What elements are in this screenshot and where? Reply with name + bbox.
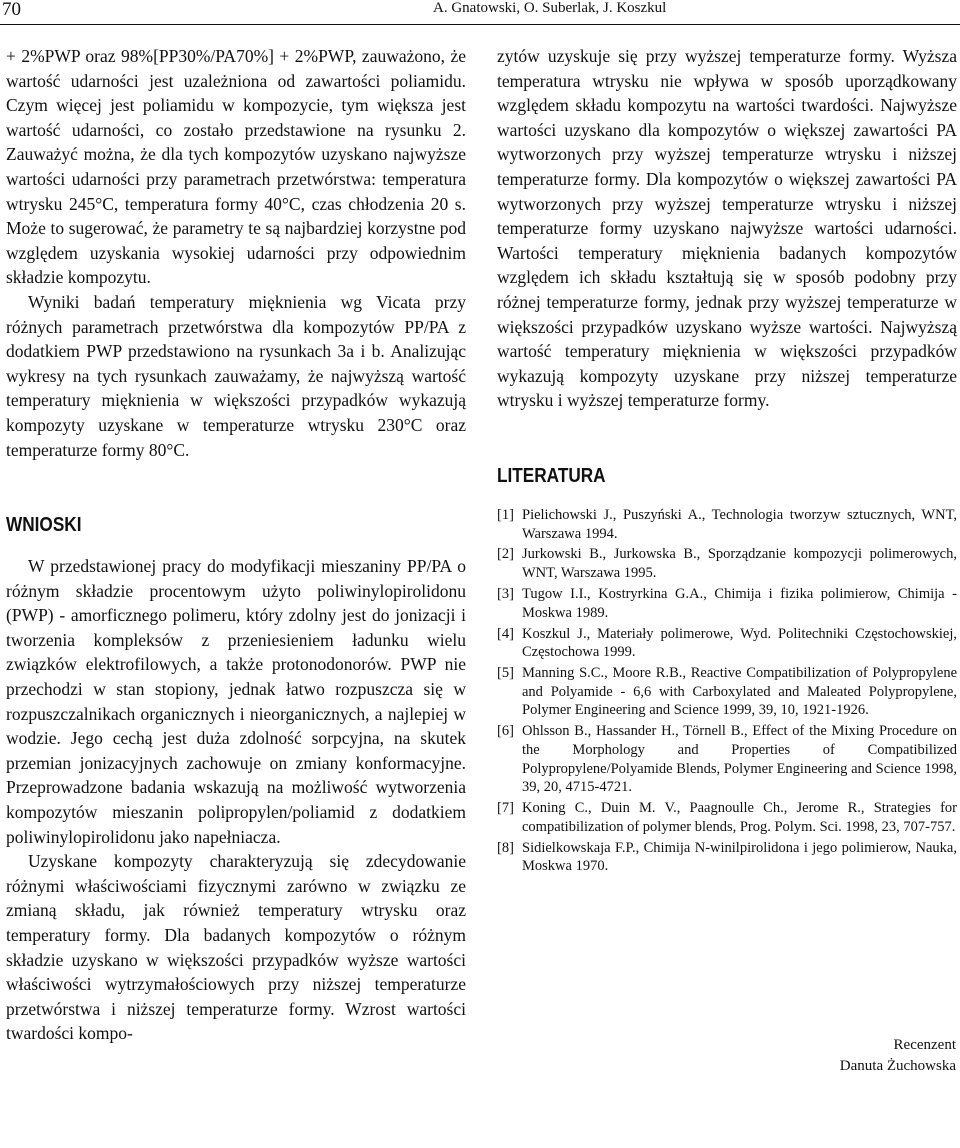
reference-number: [5]	[497, 665, 514, 682]
reference-text: Ohlsson B., Hassander H., Törnell B., Effect of the Mixing Procedure on the Morphology and Properties of Compatibilized Polypropylene/Polyamide Blends, Polymer Engineering and Science 1998, 39, 20, 4715-4721.	[522, 723, 957, 796]
reference-number: [7]	[497, 800, 514, 817]
body-paragraph: Uzyskane kompozyty charakteryzują się zdecydowanie różnymi właściwościami fizycznymi zarówno w związku ze zmianą składu, jak również temperatury wtrysku oraz temperatury formy. Dla badanych kompozytów o różnym składzie uzyskano w większości przypadków wyższe wartości właściwości wytrzymałościowych przy niższej temperaturze przetwórstwa i niższej temperaturze formy. Wzrost wartości twardości kompo-	[6, 851, 466, 1044]
reviewer-block	[840, 1035, 956, 1077]
running-head-authors: A. Gnatowski, O. Suberlak, J. Koszkul	[433, 0, 667, 16]
page-number: 70	[2, 0, 21, 20]
section-heading-conclusions: WNIOSKI	[6, 514, 82, 537]
reviewer-name: Danuta Żuchowska	[839, 1058, 956, 1074]
reference-number: [3]	[497, 586, 514, 603]
reference-number: [6]	[497, 723, 514, 740]
page-header	[0, 0, 960, 26]
reference-number: [4]	[497, 625, 514, 642]
body-paragraph: Wyniki badań temperatury mięknienia wg Vicata przy różnych parametrach przetwórstwa dla kompozytów PP/PA z dodatkiem PWP przedstawiono na rysunkach 3a i b. Analizując wykresy na tych rysunkach zauważamy, że najwyższą wartość temperatury mięknienia w większości przypadków wykazują kompozyty uzyskane w temperaturze wtrysku 230°C oraz temperaturze formy 80°C.	[6, 291, 466, 460]
reference-number: [8]	[497, 839, 514, 856]
reference-item	[497, 664, 957, 720]
reference-text: Manning S.C., Moore R.B., Reactive Compatibilization of Polypropylene and Polyamide - 6,6 with Carboxylated and Maleated Polypropylene, Polymer Engineering and Science 1999, 39, 10, 1921-1926.	[522, 665, 957, 719]
reference-number: [2]	[497, 546, 514, 563]
reference-item	[497, 799, 957, 836]
reference-item	[497, 506, 957, 543]
reference-item	[497, 722, 957, 796]
reference-text: Jurkowski B., Jurkowska B., Sporządzanie kompozycji polimerowych, WNT, Warszawa 1995.	[522, 546, 957, 582]
reference-item	[497, 545, 957, 582]
reference-text: Koszkul J., Materiały polimerowe, Wyd. Politechniki Częstochowskiej, Częstochowa 1999.	[522, 625, 957, 661]
body-paragraph: W przedstawionej pracy do modyfikacji mieszaniny PP/PA o różnym składzie procentowym użyto poliwinylopirolidonu (PWP) - amorficznego polimeru, który zdolny jest do jonizacji i tworzenia kompleksów z przeniesieniem ładunku wielu związków elektrofilowych, a także protonodonorów. PWP nie przechodzi w stan stopiony, jednak łatwo rozpuszcza się w rozpuszczalnikach organicznych i nieorganicznych, a najlepiej w wodzie. Jego cechą jest duża zdolność sorpcyjna, na skutek przemian jonizacyjnych zachowuje on zmiany konformacyjne. Przeprowadzone badania wskazują na możliwość wytworzenia kompozytów mieszanin polipropylen/poliamid z dodatkiem poliwinylopirolidonu jako napełniacza.	[6, 556, 466, 847]
reference-text: Tugow I.I., Kostryrkina G.A., Chimija i fizika polimierow, Chimija - Moskwa 1989.	[522, 586, 957, 621]
reference-number: [1]	[497, 506, 514, 523]
reference-text: Koning C., Duin M. V., Paagnoulle Ch., Jerome R., Strategies for compatibilization of polymer blends, Prog. Polym. Sci. 1998, 23, 707-757.	[522, 800, 957, 835]
body-paragraph: zytów uzyskuje się przy wyższej temperaturze formy. Wyższa temperatura wtrysku nie wpływa w sposób uporządkowany względem składu kompozytu na wartości twardości. Najwyższe wartości uzyskano dla kompozytów o większej zawartości PA wytworzonych przy wyższej temperaturze wtrysku i niższej temperaturze formy. Dla kompozytów o większej zawartości PA wytworzonych przy wyższej temperaturze wtrysku i niższej temperaturze formy uzyskano najwyższe wartości udarności. Wartości temperatury mięknienia badanych kompozytów względem ich składu kształtują się w sposób podobny przy różnej temperaturze formy, jednak przy wyższej temperaturze w większości przypadków uzyskano wyższe wartości. Najwyższą wartość temperatury mięknienia w większości przypadków wykazują kompozyty uzyskane przy niższej temperaturze wtrysku i wyższej temperaturze formy.	[497, 46, 957, 411]
reviewer-label: Recenzent	[893, 1037, 956, 1053]
right-column	[497, 44, 957, 878]
section-heading-literature: LITERATURA	[497, 464, 606, 487]
reference-text: Pielichowski J., Puszyński A., Technologia tworzyw sztucznych, WNT, Warszawa 1994.	[522, 506, 957, 542]
reference-item	[497, 625, 957, 662]
left-column	[6, 44, 466, 1046]
reference-list	[497, 506, 957, 876]
reference-text: Sidielkowskaja F.P., Chimija N-winilpirolidona i jego polimierow, Nauka, Moskwa 1970.	[522, 839, 957, 875]
body-paragraph: + 2%PWP oraz 98%[PP30%/PA70%] + 2%PWP, zauważono, że wartość udarności jest uzależniona od zawartości poliamidu. Czym więcej jest poliamidu w kompozycie, tym większa jest wartość udarności, co zostało przedstawione na rysunku 2. Zauważyć można, że dla tych kompozytów uzyskano najwyższe wartości udarności przy parametrach przetwórstwa: temperatura wtrysku 245°C, temperatura formy 40°C, czas chłodzenia 20 s. Może to sugerować, że parametry te są najbardziej korzystne pod względem uzyskania wysokiej udarności przy odpowiednim składzie kompozytu.	[6, 46, 466, 288]
header-rule	[0, 24, 960, 25]
reference-item	[497, 585, 957, 622]
reference-item	[497, 839, 957, 876]
